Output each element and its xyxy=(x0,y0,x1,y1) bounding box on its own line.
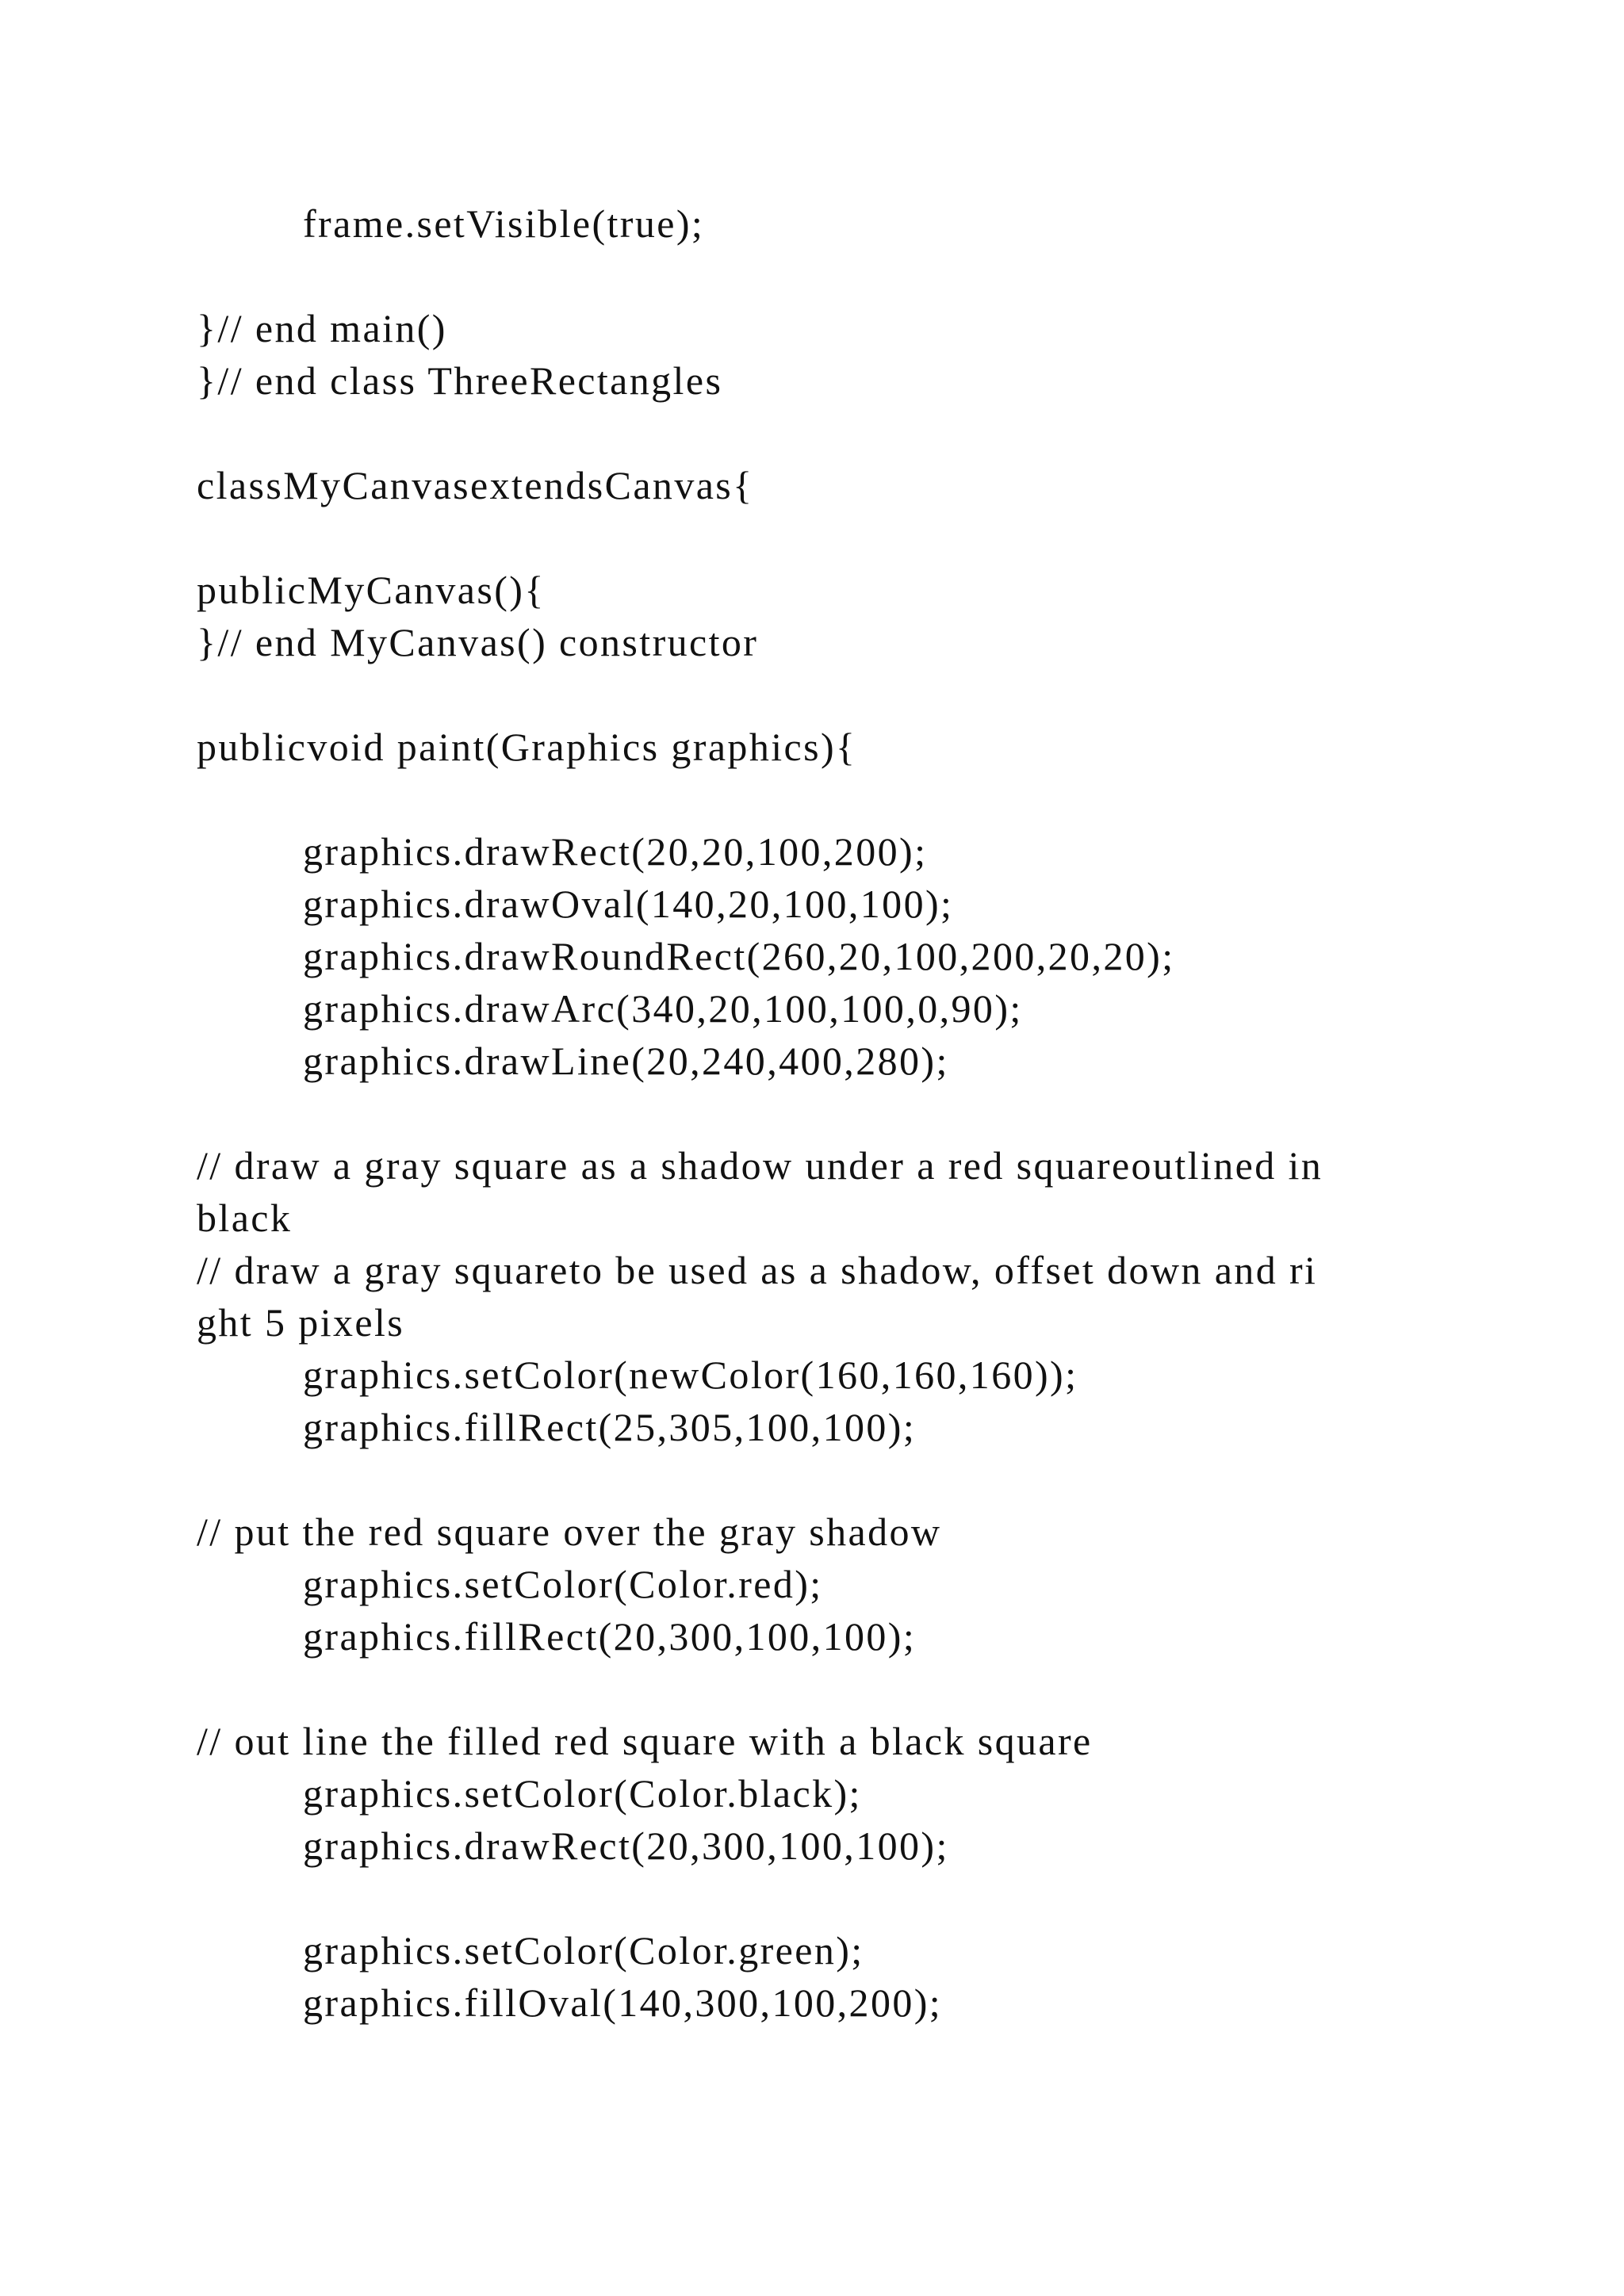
comment-line: ght 5 pixels xyxy=(197,1300,405,1345)
code-line: publicMyCanvas(){ xyxy=(197,568,546,612)
code-line: graphics.drawArc(340,20,100,100,0,90); xyxy=(303,986,1023,1031)
code-line: graphics.drawOval(140,20,100,100); xyxy=(303,882,954,926)
code-line: graphics.setColor(Color.green); xyxy=(303,1928,864,1973)
code-line: publicvoid paint(Graphics graphics){ xyxy=(197,725,857,769)
code-line: classMyCanvasextendsCanvas{ xyxy=(197,463,754,507)
comment-line: // put the red square over the gray shadow xyxy=(197,1510,942,1554)
code-line: frame.setVisible(true); xyxy=(303,201,705,246)
comment-line: black xyxy=(197,1196,293,1240)
code-line: graphics.drawRect(20,20,100,200); xyxy=(303,829,928,874)
code-line: graphics.setColor(Color.black); xyxy=(303,1771,862,1816)
code-line: graphics.drawLine(20,240,400,280); xyxy=(303,1039,949,1083)
code-line: graphics.drawRoundRect(260,20,100,200,20,20); xyxy=(303,934,1175,978)
code-line: graphics.fillOval(140,300,100,200); xyxy=(303,1980,943,2025)
code-line: graphics.setColor(Color.red); xyxy=(303,1562,823,1606)
code-line: }// end main() xyxy=(197,306,447,350)
code-line: graphics.setColor(newColor(160,160,160)); xyxy=(303,1353,1078,1397)
code-line: }// end class ThreeRectangles xyxy=(197,358,723,403)
code-line: graphics.fillRect(20,300,100,100); xyxy=(303,1614,917,1659)
comment-line: // out line the filled red square with a black square xyxy=(197,1719,1093,1763)
code-line: graphics.drawRect(20,300,100,100); xyxy=(303,1823,949,1868)
comment-line: // draw a gray squareto be used as a shadow, offset down and ri xyxy=(197,1248,1318,1292)
code-line: }// end MyCanvas() constructor xyxy=(197,620,759,664)
code-line: graphics.fillRect(25,305,100,100); xyxy=(303,1405,917,1449)
comment-line: // draw a gray square as a shadow under a red squareoutlined in xyxy=(197,1143,1323,1188)
